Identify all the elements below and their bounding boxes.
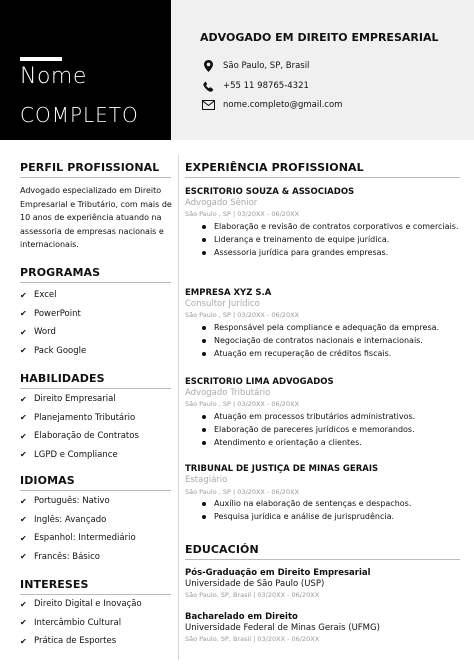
job-role: Advogado Tributário (185, 388, 271, 398)
education-date: São Paulo, SP, Brasil | 03/20XX - 06/20XX (185, 591, 320, 599)
list-item: Liderança e treinamento de equipe jurídica. (214, 233, 459, 246)
job-bullets (214, 410, 459, 450)
job-title: ADVOGADO EM DIREITO EMPRESARIAL (200, 31, 439, 44)
list-item: Atendimento e orientação a clientes. (214, 436, 459, 449)
list-item: ✔ Word (20, 327, 56, 338)
job-role: Advogado Sênior (185, 198, 258, 208)
job-bullets (214, 321, 459, 361)
check-icon: ✔ (20, 450, 27, 460)
check-icon: ✔ (20, 533, 27, 543)
last-name: COMPLETO (20, 103, 139, 127)
check-icon: ✔ (20, 346, 27, 356)
programs-section-title: PROGRAMAS (20, 266, 101, 279)
check-icon: ✔ (20, 431, 27, 441)
check-icon: ✔ (20, 496, 27, 506)
profile-section-title: PERFIL PROFISSIONAL (20, 161, 160, 174)
list-item: ✔ Intercâmbio Cultural (20, 617, 122, 628)
list-item: Pesquisa jurídica e análise de jurisprudência. (214, 510, 459, 523)
interests-list (20, 595, 142, 651)
education-divider (185, 559, 460, 560)
education-degree: Bacharelado em Direito (185, 612, 298, 622)
list-item: ✔ Direito Digital e Inovação (20, 599, 142, 610)
phone-icon (201, 80, 215, 92)
check-icon: ✔ (20, 636, 27, 646)
languages-section-title: IDIOMAS (20, 474, 75, 487)
list-item: ✔ Francês: Básico (20, 551, 100, 562)
list-item: ✔ Planejamento Tributário (20, 412, 136, 423)
programs-list (20, 286, 86, 360)
location-text: São Paulo, SP, Brasil (223, 61, 310, 71)
education-school: Universidade de São Paulo (USP) (185, 579, 325, 589)
check-icon: ✔ (20, 599, 27, 609)
list-item: ✔ LGPD e Compliance (20, 449, 118, 460)
list-item: Atuação em recuperação de créditos fiscais. (214, 347, 459, 360)
job-company: ESCRITORIO LIMA ADVOGADOS (185, 377, 334, 387)
experience-section-title: EXPERIÊNCIA PROFISSIONAL (185, 161, 364, 174)
check-icon: ✔ (20, 552, 27, 562)
list-item: ✔ PowerPoint (20, 308, 81, 319)
list-item: ✔ Português: Nativo (20, 496, 110, 507)
programs-divider (20, 282, 171, 283)
list-item: ✔ Excel (20, 290, 57, 301)
education-section-title: EDUCACIÓN (185, 543, 259, 556)
job-date: São Paulo , SP | 03/20XX - 06/20XX (185, 400, 299, 408)
job-role: Estagiário (185, 475, 228, 485)
list-item: Atuação em processos tributários administrativos. (214, 410, 459, 423)
education-degree: Pós-Graduação em Direito Empresarial (185, 568, 371, 578)
job-company: TRIBUNAL DE JUSTIÇA DE MINAS GERAIS (185, 464, 379, 474)
experience-divider (185, 177, 460, 178)
list-item: Responsável pela compliance e adequação da empresa. (214, 321, 459, 334)
check-icon: ✔ (20, 413, 27, 423)
list-item: Elaboração e revisão de contratos corporativos e comerciais. (214, 220, 459, 233)
languages-list (20, 492, 136, 566)
check-icon: ✔ (20, 309, 27, 319)
check-icon: ✔ (20, 290, 27, 300)
contact-email[interactable] (201, 99, 342, 111)
job-company: ESCRITORIO SOUZA & ASSOCIADOS (185, 187, 355, 197)
profile-text: Advogado especializado em Direito Empresarial e Tributário, com mais de 10 anos de experiência atuando na assessoria de empresas nacionais e internacionais. (20, 186, 172, 249)
contact-location (201, 60, 309, 72)
check-icon: ✔ (20, 515, 27, 525)
list-item: ✔ Inglês: Avançado (20, 514, 107, 525)
interests-section-title: INTERESES (20, 578, 89, 591)
job-date: São Paulo , SP | 03/20XX - 06/20XX (185, 210, 299, 218)
header-accent-bar (20, 57, 62, 61)
job-bullets (214, 220, 459, 260)
check-icon: ✔ (20, 394, 27, 404)
list-item: Negociação de contratos nacionais e internacionais. (214, 334, 459, 347)
skills-list (20, 390, 139, 464)
envelope-icon (201, 99, 215, 111)
list-item: ✔ Espanhol: Intermediário (20, 533, 136, 544)
first-name: Nome (20, 64, 87, 89)
job-date: São Paulo , SP | 03/20XX - 06/20XX (185, 488, 299, 496)
education-school: Universidade Federal de Minas Gerais (UFMG) (185, 623, 380, 633)
map-pin-icon (201, 60, 215, 72)
education-date: São Paulo, SP, Brasil | 03/20XX - 06/20XX (185, 635, 320, 643)
list-item: Assessoria jurídica para grandes empresas. (214, 246, 459, 259)
list-item: Elaboração de pareceres jurídicos e memorandos. (214, 423, 459, 436)
job-bullets (214, 497, 459, 523)
job-date: São Paulo , SP | 03/20XX - 06/20XX (185, 311, 299, 319)
skills-divider (20, 388, 171, 389)
email-link[interactable]: nome.completo@gmail.com (223, 100, 343, 110)
profile-divider (20, 177, 171, 178)
contact-phone (201, 80, 309, 92)
job-role: Consultor Jurídico (185, 299, 260, 309)
list-item: ✔ Direito Empresarial (20, 394, 116, 405)
list-item: ✔ Pack Google (20, 345, 87, 356)
list-item: ✔ Prática de Esportes (20, 636, 117, 647)
languages-divider (20, 490, 171, 491)
check-icon: ✔ (20, 327, 27, 337)
list-item: ✔ Elaboração de Contratos (20, 431, 139, 442)
skills-section-title: HABILIDADES (20, 372, 105, 385)
job-company: EMPRESA XYZ S.A (185, 288, 272, 298)
check-icon: ✔ (20, 618, 27, 628)
list-item: Auxílio na elaboração de sentenças e despachos. (214, 497, 459, 510)
column-divider (178, 155, 179, 660)
phone-text: +55 11 98765-4321 (223, 81, 309, 91)
